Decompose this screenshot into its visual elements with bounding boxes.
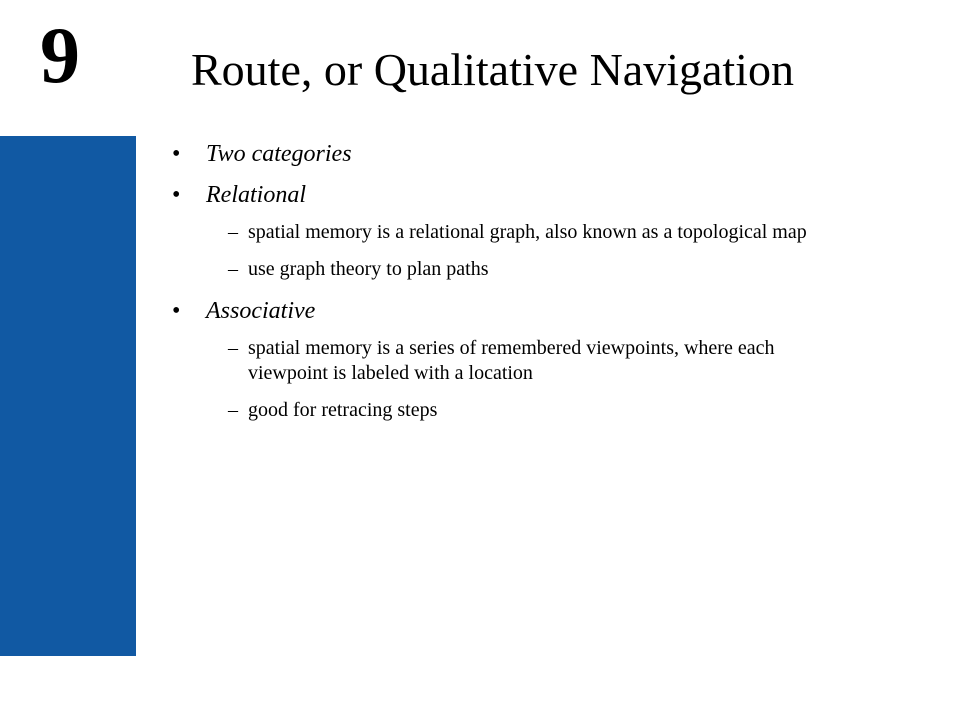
- sub-item-text: good for retracing steps: [248, 398, 438, 421]
- sub-item-text: use graph theory to plan paths: [248, 257, 489, 280]
- bullet-list: [172, 140, 832, 422]
- side-accent-bar: [0, 136, 136, 656]
- sub-item-text: spatial memory is a series of remembered viewpoints, where each viewpoint is labeled with a location: [248, 337, 775, 384]
- sub-item-relational-graph: [206, 220, 832, 244]
- sub-item-remembered-viewpoints: [206, 336, 832, 385]
- dash-icon: –: [228, 337, 238, 360]
- bullet-item-associative: [172, 297, 832, 422]
- bullet-item-relational: [172, 181, 832, 282]
- bullet-text: Two categories: [206, 141, 352, 167]
- bullet-text: Associative: [206, 298, 316, 325]
- slide-title: Route, or Qualitative Navigation: [191, 44, 794, 95]
- bullet-item-two-categories: [172, 140, 832, 169]
- bullet-icon: •: [172, 181, 181, 208]
- dash-icon: –: [228, 220, 238, 243]
- dash-icon: –: [228, 398, 238, 421]
- chapter-number: 9: [40, 12, 80, 100]
- bullet-text: Relational: [206, 181, 306, 208]
- dash-icon: –: [228, 257, 238, 280]
- sub-item-graph-theory: [206, 257, 832, 281]
- bullet-icon: •: [172, 298, 181, 325]
- sub-item-retracing-steps: [206, 398, 832, 422]
- sub-list-associative: [206, 336, 832, 422]
- sub-list-relational: [206, 220, 832, 282]
- bullet-icon: •: [172, 141, 181, 167]
- sub-item-text: spatial memory is a relational graph, also known as a topological map: [248, 220, 807, 243]
